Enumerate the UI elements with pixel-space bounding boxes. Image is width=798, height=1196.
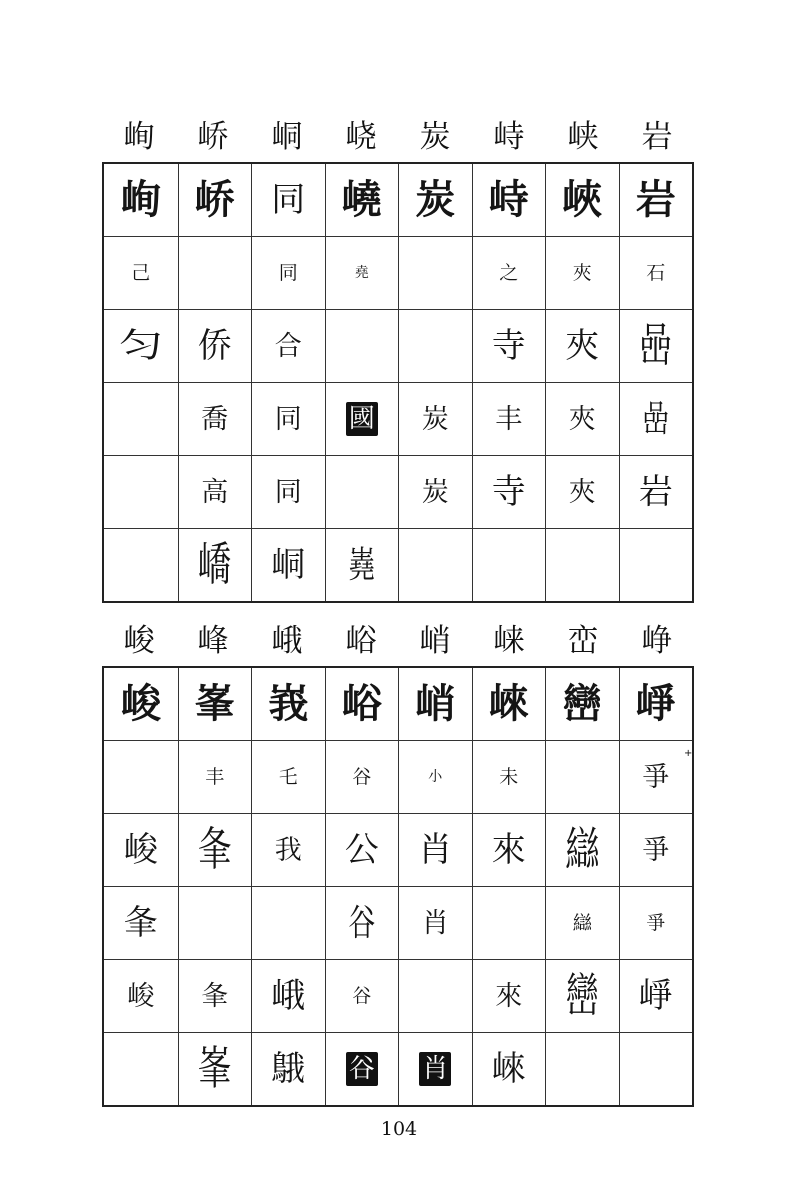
glyph-variant: 䳘 — [271, 1049, 306, 1089]
grid-cell — [398, 741, 472, 813]
glyph-variant: 來 — [495, 980, 523, 1012]
grid-cell — [398, 237, 472, 309]
grid-cell — [104, 237, 178, 309]
grid-cell — [398, 668, 472, 740]
glyph-variant: 䜌 — [565, 823, 600, 877]
glyph-variant: 峪 — [341, 681, 382, 727]
grid-cell — [104, 383, 178, 455]
glyph-variant: 崍 — [488, 681, 529, 727]
grid-cell — [178, 383, 252, 455]
glyph-variant: 峯 — [194, 681, 235, 727]
grid-cell — [619, 529, 693, 601]
glyph-variant: 公 — [344, 830, 379, 870]
grid-cell — [472, 1033, 546, 1105]
header-char: 峨 — [271, 623, 303, 659]
grid-cell — [251, 310, 325, 382]
grid-cell — [545, 668, 619, 740]
glyph-variant: 峋 — [120, 177, 161, 223]
glyph-variant: 谷 — [346, 1052, 378, 1086]
grid-cell — [545, 1033, 619, 1105]
glyph-variant: 峨 — [271, 976, 306, 1016]
grid-cell — [104, 960, 178, 1032]
grid-cell — [619, 164, 693, 236]
grid-cell — [104, 814, 178, 886]
grid-cell — [251, 1033, 325, 1105]
glyph-variant: 肖 — [421, 907, 449, 939]
glyph-variant: 小 — [428, 769, 443, 785]
glyph-variant: 巒 — [565, 969, 600, 1023]
glyph-variant: 喬 — [201, 403, 229, 435]
header-row-2 — [102, 616, 694, 666]
grid-cell — [472, 741, 546, 813]
glyph-variant: 夾 — [568, 476, 596, 508]
grid-cell — [251, 668, 325, 740]
grid-cell — [178, 741, 252, 813]
header-char: 崃 — [493, 623, 525, 659]
glyph-variant: 崢 — [635, 681, 676, 727]
glyph-variant: 嶢 — [341, 177, 382, 223]
glyph-variant: 高 — [201, 476, 229, 508]
grid-row — [104, 164, 692, 236]
grid-cell — [104, 310, 178, 382]
grid-row — [104, 1032, 692, 1105]
glyph-variant: 嶤 — [348, 544, 376, 586]
header-char: 峰 — [197, 623, 229, 659]
grid-cell — [104, 1033, 178, 1105]
glyph-variant: 炭 — [415, 177, 456, 223]
grid-cell — [619, 960, 693, 1032]
header-char: 峤 — [197, 119, 229, 155]
glyph-variant: 夆 — [197, 823, 232, 877]
grid-cell — [325, 887, 399, 959]
grid-cell — [178, 960, 252, 1032]
grid-cell — [398, 383, 472, 455]
grid-cell — [545, 960, 619, 1032]
glyph-variant: 己 — [131, 261, 151, 284]
grid-cell — [398, 164, 472, 236]
grid-cell — [251, 456, 325, 528]
header-char: 峋 — [123, 119, 155, 155]
glyph-variant: 丰 — [205, 765, 225, 788]
header-char: 岩 — [641, 119, 673, 155]
grid-row — [104, 886, 692, 959]
grid-cell — [178, 887, 252, 959]
grid-cell — [472, 814, 546, 886]
glyph-variant: 之 — [499, 261, 519, 284]
grid-cell — [619, 1033, 693, 1105]
grid-cell — [178, 529, 252, 601]
grid-cell — [251, 529, 325, 601]
grid-cell — [325, 456, 399, 528]
grid-cell — [325, 741, 399, 813]
grid-cell — [178, 310, 252, 382]
grid-cell — [251, 237, 325, 309]
grid-cell — [619, 741, 693, 813]
glyph-variant: 我 — [274, 834, 302, 866]
glyph-variant: 夾 — [572, 261, 592, 284]
grid-cell — [619, 310, 693, 382]
glyph-variant: 來 — [491, 830, 526, 870]
grid-row — [104, 668, 692, 740]
grid-cell — [178, 814, 252, 886]
grid-cell — [398, 1033, 472, 1105]
grid-cell — [619, 668, 693, 740]
glyph-variant: 谷 — [352, 984, 372, 1007]
glyph-variant: 同 — [278, 261, 298, 284]
grid-cell — [545, 237, 619, 309]
glyph-variant: 䜌 — [572, 911, 592, 934]
glyph-variant: 嶠 — [197, 538, 232, 592]
grid-row — [104, 528, 692, 601]
grid-cell — [178, 1033, 252, 1105]
grid-cell — [545, 741, 619, 813]
grid-cell — [472, 237, 546, 309]
glyph-variant: 寺 — [491, 326, 526, 366]
glyph-grid-2 — [102, 666, 694, 1107]
page-number: 104 — [380, 1118, 418, 1140]
glyph-variant: 崢 — [638, 976, 673, 1016]
grid-row — [104, 740, 692, 813]
glyph-variant: 夆 — [123, 903, 158, 943]
glyph-variant: 峻 — [127, 980, 155, 1012]
glyph-variant: 國 — [346, 402, 378, 436]
glyph-variant: 岩 — [635, 177, 676, 223]
grid-cell — [251, 164, 325, 236]
glyph-variant: 乇 — [278, 765, 298, 788]
grid-cell — [619, 456, 693, 528]
grid-cell — [472, 383, 546, 455]
grid-cell — [325, 383, 399, 455]
glyph-variant: 未 — [499, 765, 519, 788]
grid-row — [104, 959, 692, 1032]
grid-cell — [619, 237, 693, 309]
grid-cell — [472, 310, 546, 382]
grid-cell — [398, 814, 472, 886]
header-char: 峻 — [123, 623, 155, 659]
grid-cell — [325, 310, 399, 382]
glyph-variant: 峽 — [562, 177, 603, 223]
glyph-variant: 丰 — [495, 403, 523, 435]
glyph-variant: 肖 — [418, 830, 453, 870]
grid-cell — [325, 814, 399, 886]
header-char: 峭 — [419, 623, 451, 659]
glyph-variant: 巒 — [562, 681, 603, 727]
glyph-variant: 匀 — [118, 326, 163, 366]
glyph-variant: 峒 — [271, 545, 306, 585]
glyph-variant: 侨 — [197, 326, 232, 366]
glyph-variant: 同 — [274, 403, 302, 435]
grid-cell — [545, 164, 619, 236]
grid-cell — [545, 814, 619, 886]
grid-cell — [104, 529, 178, 601]
grid-cell — [472, 668, 546, 740]
grid-cell — [104, 741, 178, 813]
grid-cell — [472, 164, 546, 236]
header-char: 峪 — [345, 623, 377, 659]
grid-cell — [104, 668, 178, 740]
grid-row — [104, 309, 692, 382]
grid-cell — [325, 164, 399, 236]
header-row-1 — [102, 112, 694, 162]
grid-cell — [251, 814, 325, 886]
glyph-variant: 合 — [274, 330, 302, 362]
glyph-variant: 爭 — [642, 761, 670, 793]
glyph-variant: 峤 — [194, 177, 235, 223]
header-char: 峒 — [271, 119, 303, 155]
grid-cell — [178, 668, 252, 740]
grid-cell — [545, 529, 619, 601]
glyph-variant: 堯 — [354, 265, 369, 281]
grid-cell — [251, 960, 325, 1032]
grid-cell — [472, 456, 546, 528]
glyph-variant: 石 — [646, 261, 666, 284]
glyph-variant: 炭 — [421, 476, 449, 508]
header-char: 峣 — [345, 119, 377, 155]
glyph-grid-1 — [102, 162, 694, 603]
glyph-variant: 夾 — [565, 326, 600, 366]
grid-cell — [325, 1033, 399, 1105]
grid-cell — [545, 383, 619, 455]
grid-cell — [398, 456, 472, 528]
glyph-variant: 峻 — [120, 681, 161, 727]
grid-cell — [104, 164, 178, 236]
glyph-variant: 喦 — [638, 319, 673, 373]
grid-cell — [619, 814, 693, 886]
glyph-variant: 峭 — [415, 681, 456, 727]
char-block-1 — [102, 112, 694, 603]
grid-cell — [325, 237, 399, 309]
grid-row — [104, 455, 692, 528]
glyph-variant: 爭 — [646, 911, 666, 934]
glyph-variant: 崍 — [491, 1049, 526, 1089]
glyph-variant: 谷 — [348, 902, 376, 944]
margin-mark: + — [684, 748, 693, 759]
header-char: 峥 — [641, 623, 673, 659]
grid-cell — [251, 383, 325, 455]
grid-cell — [619, 887, 693, 959]
header-char: 炭 — [419, 119, 451, 155]
grid-cell — [545, 456, 619, 528]
grid-cell — [472, 960, 546, 1032]
header-char: 峦 — [567, 623, 599, 659]
grid-cell — [398, 887, 472, 959]
grid-cell — [398, 529, 472, 601]
grid-cell — [619, 383, 693, 455]
grid-cell — [545, 887, 619, 959]
grid-row — [104, 813, 692, 886]
glyph-variant: 峯 — [197, 1042, 232, 1096]
grid-cell — [325, 529, 399, 601]
glyph-variant: 夆 — [201, 980, 229, 1012]
grid-cell — [104, 456, 178, 528]
glyph-variant: 寺 — [491, 472, 526, 512]
grid-cell — [178, 456, 252, 528]
grid-row — [104, 236, 692, 309]
grid-cell — [545, 310, 619, 382]
glyph-variant: 同 — [274, 476, 302, 508]
glyph-variant: 峩 — [268, 681, 309, 727]
grid-cell — [178, 237, 252, 309]
header-char: 峙 — [493, 119, 525, 155]
grid-cell — [104, 887, 178, 959]
glyph-variant: 峻 — [123, 830, 158, 870]
glyph-variant: 嵒 — [642, 398, 670, 440]
char-block-2 — [102, 616, 694, 1107]
grid-cell — [251, 741, 325, 813]
grid-cell — [325, 960, 399, 1032]
grid-cell — [178, 164, 252, 236]
header-char: 峡 — [567, 119, 599, 155]
glyph-variant: 肖 — [419, 1052, 451, 1086]
grid-cell — [472, 887, 546, 959]
glyph-variant: 岩 — [638, 472, 673, 512]
grid-cell — [251, 887, 325, 959]
glyph-variant: 峙 — [488, 177, 529, 223]
grid-cell — [325, 668, 399, 740]
grid-cell — [398, 960, 472, 1032]
glyph-variant: 爭 — [642, 834, 670, 866]
grid-row — [104, 382, 692, 455]
grid-cell — [472, 529, 546, 601]
glyph-variant: 炭 — [421, 403, 449, 435]
glyph-variant: 同 — [271, 180, 306, 220]
glyph-variant: 谷 — [352, 765, 372, 788]
grid-cell — [398, 310, 472, 382]
glyph-variant: 夾 — [568, 403, 596, 435]
